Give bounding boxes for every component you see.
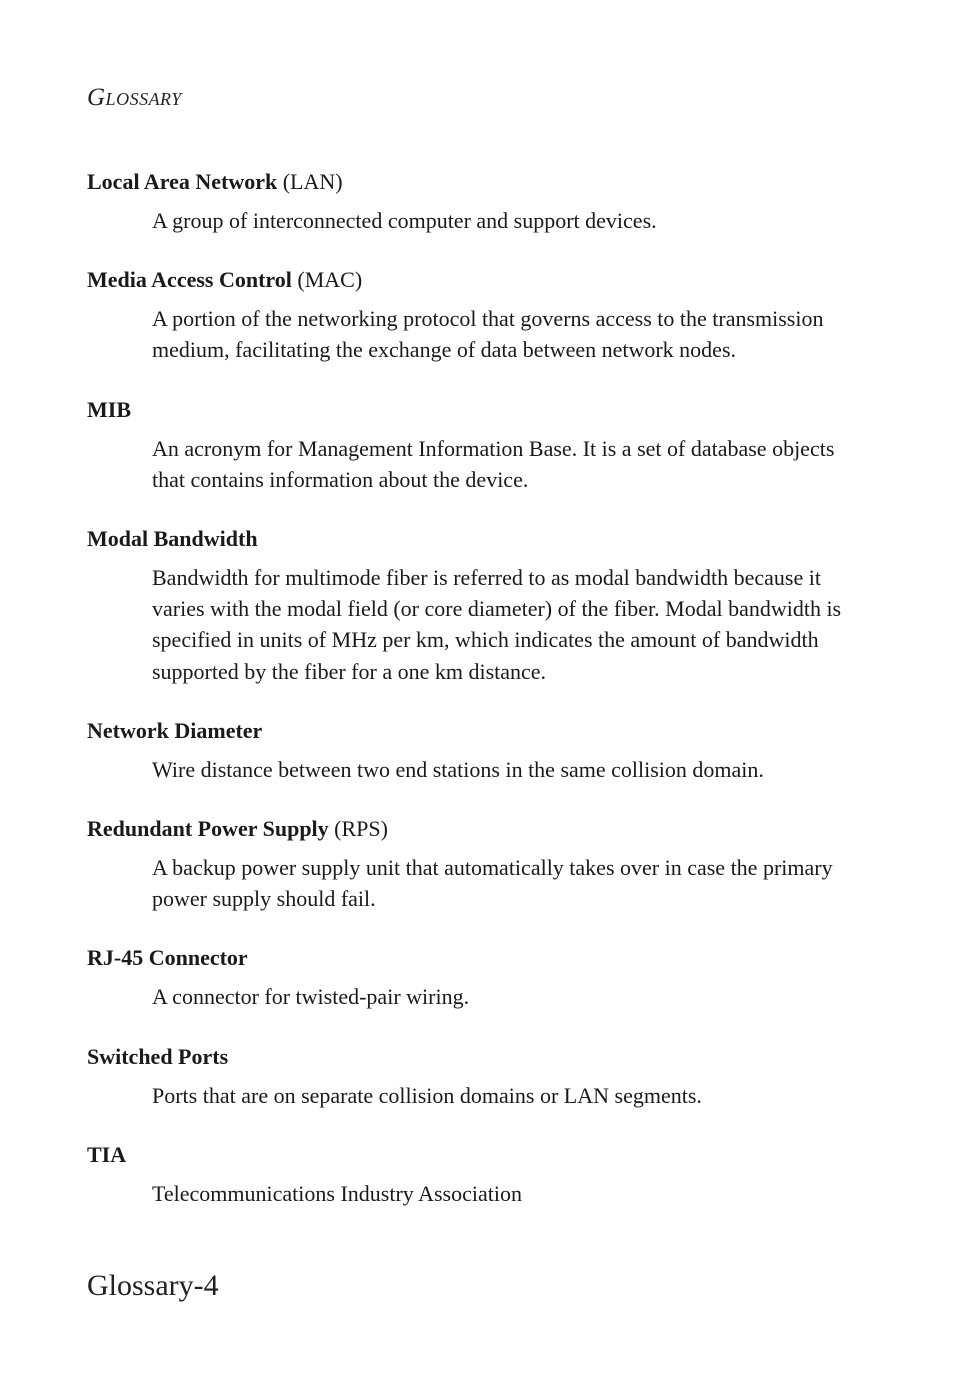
glossary-entry [87, 813, 857, 914]
term-name: TIA [87, 1141, 127, 1167]
glossary-entry [87, 523, 857, 687]
term-name: MIB [87, 396, 131, 422]
entry-term [87, 1041, 857, 1072]
entry-definition: A portion of the networking protocol that governs access to the transmission medium, facilitating the exchange of data between network nodes. [152, 306, 824, 363]
entry-term [87, 813, 857, 844]
page-number: Glossary-4 [87, 1269, 219, 1302]
term-name: Media Access Control [87, 267, 292, 293]
entry-term [87, 523, 857, 554]
entry-definition: Telecommunications Industry Association [152, 1180, 522, 1206]
entry-definition: A group of interconnected computer and support devices. [152, 208, 657, 233]
term-name: Redundant Power Supply [87, 816, 329, 842]
glossary-entry [87, 166, 857, 236]
entry-term [87, 715, 857, 746]
entry-definition: An acronym for Management Information Base. It is a set of database objects that contains information about the device. [152, 435, 835, 492]
term-name: Modal Bandwidth [87, 526, 258, 552]
term-name: RJ-45 Connector [87, 945, 248, 971]
entry-definition: A connector for twisted-pair wiring. [152, 984, 470, 1010]
entry-term [87, 1139, 857, 1170]
glossary-entry [87, 1139, 857, 1209]
glossary-entry [87, 394, 857, 495]
entry-term [87, 394, 857, 425]
entry-definition: Ports that are on separate collision domains or LAN segments. [152, 1082, 702, 1108]
term-abbreviation: (LAN) [282, 169, 343, 194]
term-name: Network Diameter [87, 717, 263, 743]
glossary-entry [87, 942, 857, 1012]
term-abbreviation: (MAC) [297, 267, 363, 293]
entry-term [87, 166, 857, 197]
running-head: Glossary [87, 84, 182, 111]
term-name: Local Area Network [87, 169, 278, 194]
entry-term [87, 942, 857, 973]
entry-term [87, 264, 857, 295]
glossary-entry [87, 1041, 857, 1111]
term-name: Switched Ports [87, 1043, 229, 1069]
entry-definition: A backup power supply unit that automatically takes over in case the primary power supply should fail. [152, 855, 833, 912]
term-abbreviation: (RPS) [334, 816, 388, 842]
entry-definition: Bandwidth for multimode fiber is referred to as modal bandwidth because it varies with the modal field (or core diameter) of the fiber. Modal bandwidth is specified in units of MHz per km, which indicates the amount of bandwidth supported by the fiber for a one km distance. [152, 565, 842, 684]
entry-definition: Wire distance between two end stations in the same collision domain. [152, 756, 764, 782]
glossary-entries [87, 166, 857, 1209]
glossary-entry [87, 715, 857, 785]
glossary-entry [87, 264, 857, 365]
